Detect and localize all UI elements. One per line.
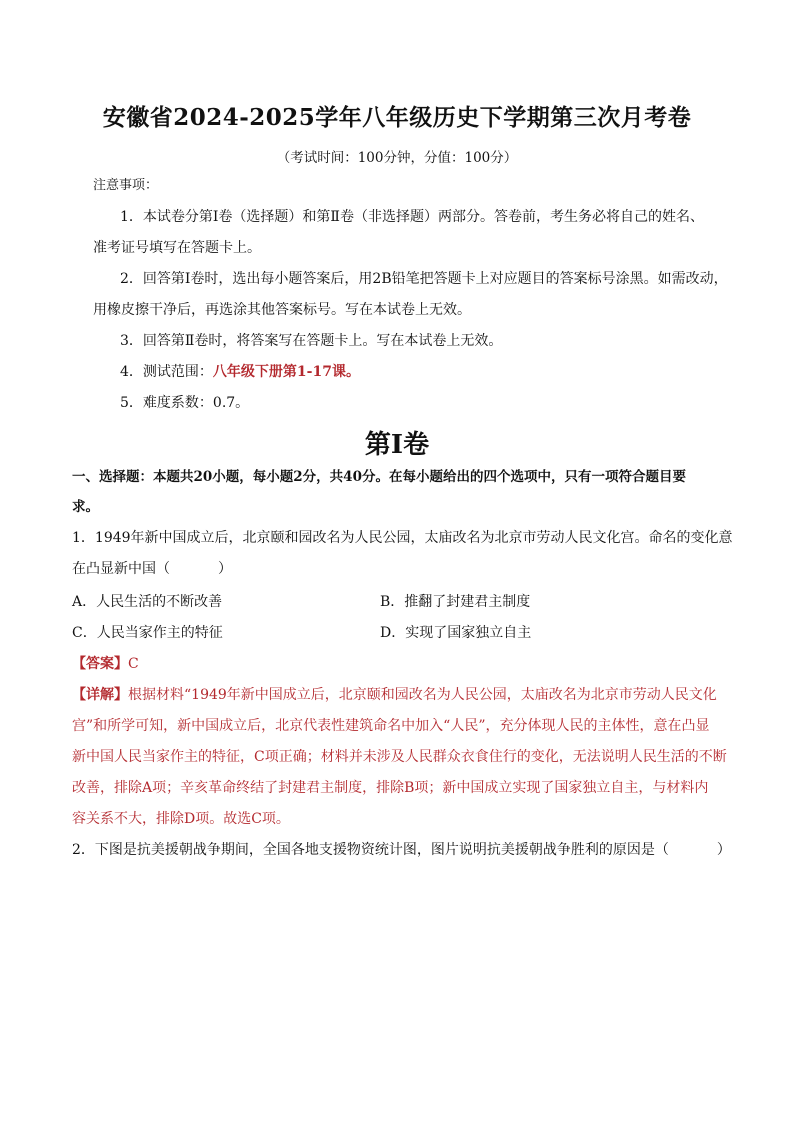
exam-subtitle: （考试时间：100分钟，分值：100分） — [276, 150, 518, 166]
question-2-stem — [72, 840, 731, 860]
question-1-detail-line-4: 改善，排除A项；辛亥革命终结了封建君主制度，排除B项；新中国成立实现了国家独立自主，与材料内 — [72, 780, 709, 796]
answer-value: C — [128, 656, 139, 672]
question-1-stem-close: ） — [218, 561, 232, 577]
notice-heading: 注意事项： — [93, 178, 159, 193]
question-1-detail-line-5: 容关系不大，排除D项。故选C项。 — [72, 811, 290, 827]
question-1-option-a: A．人民生活的不断改善 — [72, 594, 223, 610]
notice-item-4-prefix: 4．测试范围： — [120, 364, 213, 380]
question-1-option-b: B．推翻了封建君主制度 — [380, 594, 531, 610]
section-instruction-line-1: 一、选择题：本题共20小题，每小题2分，共40分。在每小题给出的四个选项中，只有一项符合题目要 — [72, 469, 686, 485]
notice-item-5: 5．难度系数：0.7。 — [120, 395, 250, 411]
notice-item-1-line-1: 1．本试卷分第Ⅰ卷（选择题）和第Ⅱ卷（非选择题）两部分。答卷前，考生务必将自己的姓名、 — [120, 209, 704, 225]
test-range-highlight: 八年级下册第1-17课。 — [212, 364, 360, 380]
question-1-option-c: C．人民当家作主的特征 — [72, 625, 223, 641]
question-1-detail-line-3: 新中国人民当家作主的特征，C项正确；材料并未涉及人民群众衣食住行的变化，无法说明人民生活的不断 — [72, 749, 727, 765]
answer-label: 【答案】 — [72, 656, 128, 672]
question-1-stem-line-1: 1．1949年新中国成立后，北京颐和园改名为人民公园，太庙改名为北京市劳动人民文化宫。命名的变化意 — [72, 530, 733, 546]
notice-item-1-line-2: 准考证号填写在答题卡上。 — [93, 240, 261, 256]
notice-item-2-line-2: 用橡皮擦干净后，再选涂其他答案标号。写在本试卷上无效。 — [93, 302, 471, 318]
section-instruction-line-2: 求。 — [72, 499, 99, 515]
detail-label: 【详解】 — [72, 687, 128, 703]
notice-item-3: 3．回答第Ⅱ卷时，将答案写在答题卡上。写在本试卷上无效。 — [120, 333, 503, 349]
question-1-option-d: D．实现了国家独立自主 — [380, 625, 532, 641]
section-title: 第Ⅰ卷 — [364, 430, 430, 460]
question-2-stem-text: 2．下图是抗美援朝战争期间，全国各地支援物资统计图，图片说明抗美援朝战争胜利的原因是（ — [72, 842, 669, 858]
question-2-stem-close: ） — [716, 842, 731, 858]
question-1-stem-text: 在凸显新中国（ — [72, 561, 170, 577]
exam-title: 安徽省2024-2025学年八年级历史下学期第三次月考卷 — [102, 104, 692, 131]
question-1-stem-line-2 — [72, 559, 232, 579]
question-1-detail-line-2: 宫”和所学可知，新中国成立后，北京代表性建筑命名中加入“人民”，充分体现人民的主体性，意在凸显 — [72, 718, 710, 734]
notice-item-4 — [120, 362, 360, 382]
notice-item-2-line-1: 2．回答第Ⅰ卷时，选出每小题答案后，用2B铅笔把答题卡上对应题目的答案标号涂黑。如需改动， — [120, 271, 728, 287]
question-1-answer — [72, 654, 139, 674]
detail-text-line-1: 根据材料“1949年新中国成立后，北京颐和园改名为人民公园，太庙改名为北京市劳动人民文化 — [128, 687, 717, 703]
question-1-detail-line-1 — [72, 685, 717, 705]
